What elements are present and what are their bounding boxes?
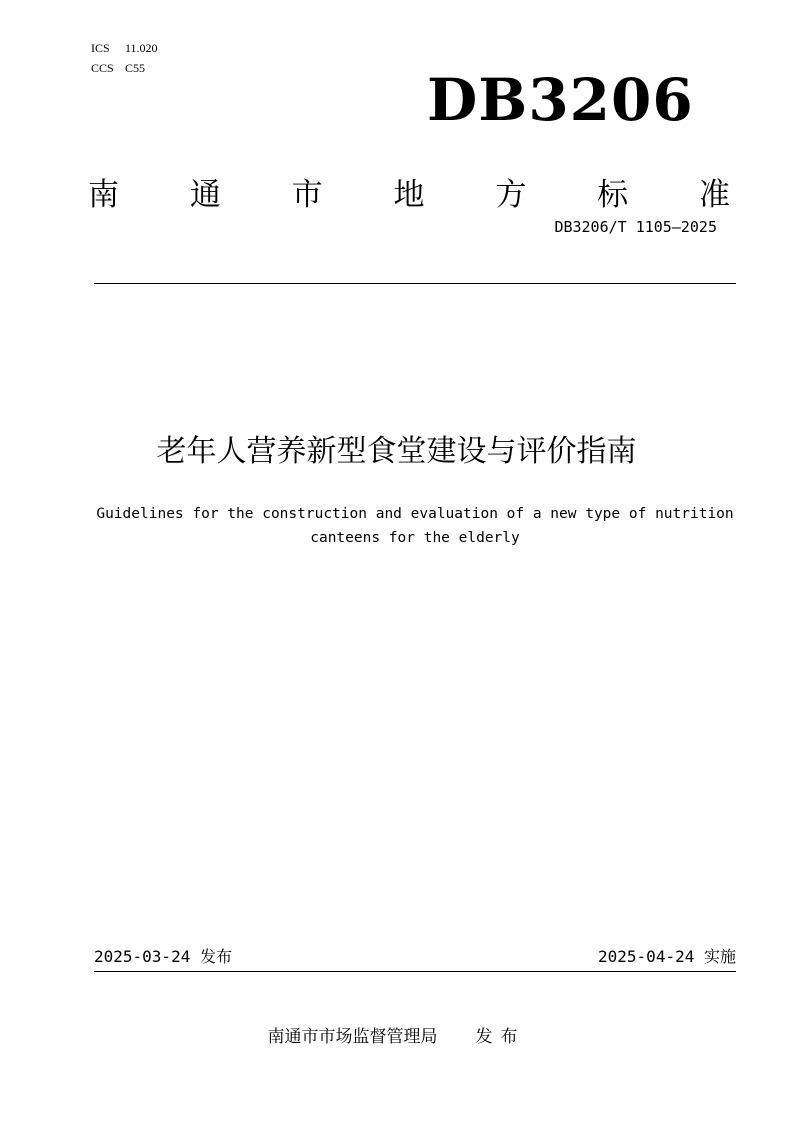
implement-date bbox=[598, 946, 736, 968]
standard-type-char: 通 bbox=[189, 177, 221, 213]
standard-number: DB3206/T 1105—2025 bbox=[554, 218, 717, 236]
document-title-zh: 老年人营养新型食堂建设与评价指南 bbox=[156, 434, 637, 469]
standard-type-char: 标 bbox=[597, 177, 629, 213]
ics-value: 11.020 bbox=[125, 41, 158, 55]
ics-label: ICS bbox=[91, 41, 110, 55]
ccs-code bbox=[91, 58, 158, 78]
standard-type-char: 南 bbox=[88, 177, 119, 213]
ccs-label: CCS bbox=[91, 61, 114, 75]
bottom-divider bbox=[94, 971, 736, 972]
document-title-en: Guidelines for the construction and evaluation of a new type of nutrition canteens for the elderly bbox=[96, 506, 734, 546]
issuer-verb: 发布 bbox=[475, 1027, 526, 1047]
publish-date bbox=[94, 946, 232, 968]
db-code-logo: DB3206 bbox=[427, 66, 694, 134]
publish-date-value: 2025-03-24 bbox=[94, 947, 191, 966]
standard-type-heading bbox=[88, 175, 730, 215]
standard-type-char: 市 bbox=[291, 177, 323, 213]
implement-date-value: 2025-04-24 bbox=[598, 947, 695, 966]
standard-type-char: 准 bbox=[698, 177, 730, 213]
issuing-authority bbox=[0, 1025, 793, 1049]
classification-codes bbox=[91, 38, 158, 78]
top-divider bbox=[94, 283, 736, 284]
ccs-value: C55 bbox=[125, 61, 146, 75]
publish-label: 发布 bbox=[199, 947, 232, 966]
ics-code bbox=[91, 38, 158, 58]
implement-label: 实施 bbox=[703, 947, 736, 966]
standard-type-char: 方 bbox=[495, 177, 527, 213]
issuer-name: 南通市市场监督管理局 bbox=[267, 1027, 438, 1047]
standard-type-char: 地 bbox=[393, 177, 425, 213]
